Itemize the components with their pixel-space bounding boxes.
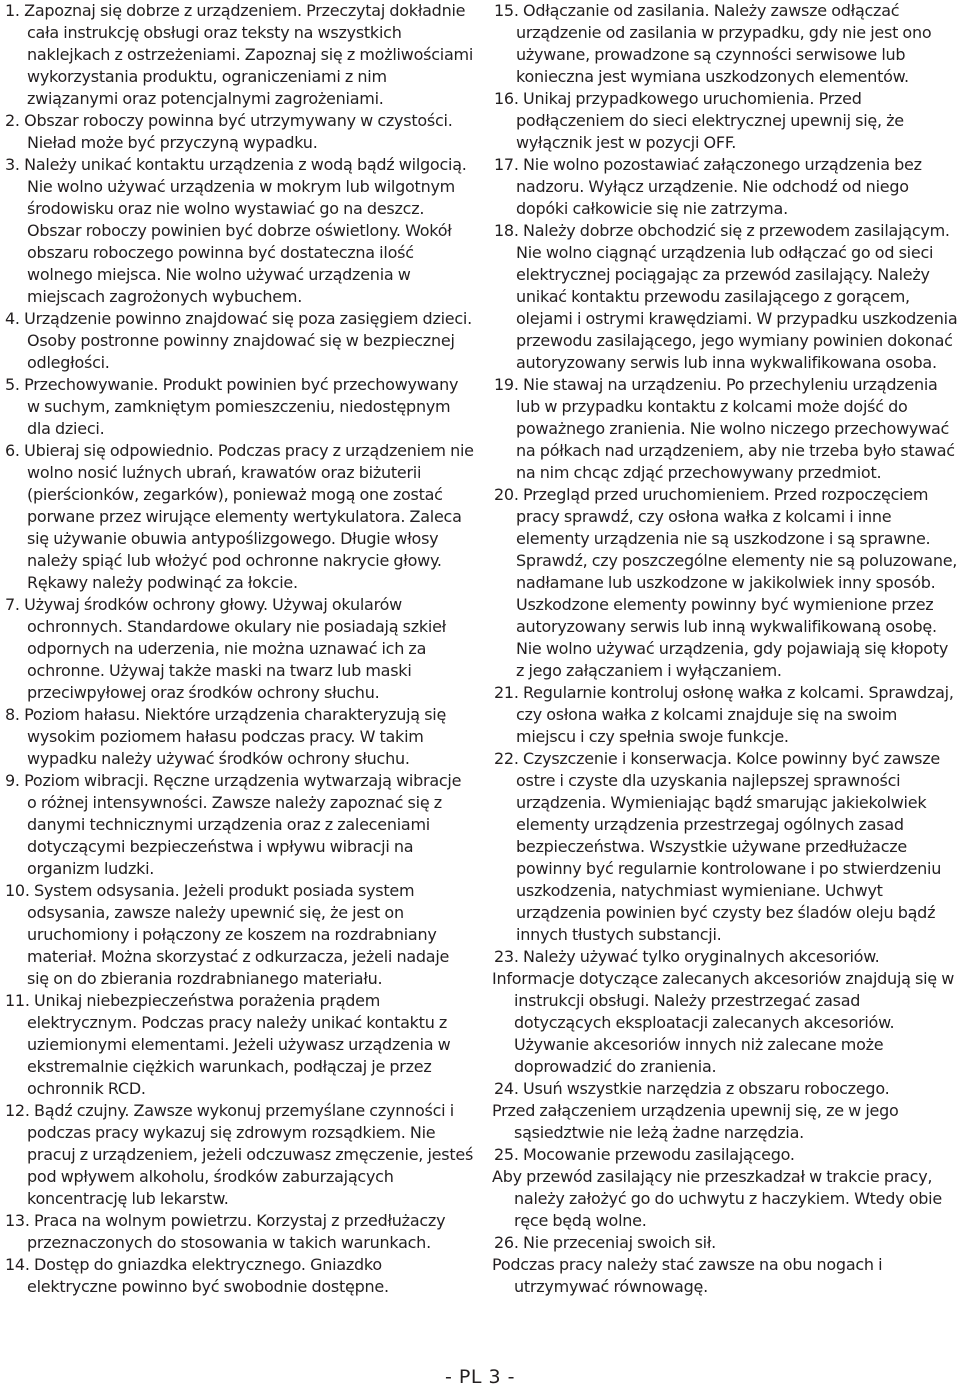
item-19: 19. Nie stawaj na urządzeniu. Po przechyleniu urządzenia lub w przypadku kontaktu z kolcami może dojść do poważnego zranienia. Nie wolno niczego przechowywać na półkach nad urządzeniem, aby nie trzeba było stawać na nim chcąc zdjąć przechowywany przedmiot. — [494, 375, 955, 482]
item-22: 22. Czyszczenie i konserwacja. Kolce powinny być zawsze ostre i czyste dla uzyskania najlepszej sprawności urządzenia. Wymieniając bądź smarując jakiekolwiek elementy urządzenia przestrzegaj ogólnych zasad bezpieczeństwa. Wszystkie używane przedłużacze powinny być regularnie kontrolowane i po stwierdzeniu uszkodzenia, natychmiast wymieniane. Uchwyt urządzenia powinien być czysty bez śladów oleju bądź innych tłustych substancji. — [494, 749, 942, 944]
item-21: 21. Regularnie kontroluj osłonę wałka z kolcami. Sprawdzaj, czy osłona wałka z kolcami znajduje się na swoim miejscu i czy spełnia swoje funkcje. — [494, 683, 954, 746]
item-24-text: Przed załączeniem urządzenia upewnij się, ze w jego sąsiedztwie nie leżą żadne narzędzia. — [492, 1101, 899, 1142]
item-14: 14. Dostęp do gniazdka elektrycznego. Gniazdko elektryczne powinno być swobodnie dostępne. — [5, 1255, 389, 1296]
item-12: 12. Bądź czujny. Zawsze wykonuj przemyślane czynności i podczas pracy wykazuj się zdrowym rozsądkiem. Nie pracuj z urządzeniem, jeżeli odczuwasz zmęczenie, jesteś pod wpływem alkoholu, środków zaburzających koncentrację lub lekarstw. — [5, 1101, 474, 1208]
page-number: - PL 3 - — [445, 1366, 515, 1388]
item-11: 11. Unikaj niebezpieczeństwa porażenia prądem elektrycznym. Podczas pracy należy unikać kontaktu z uziemionymi elementami. Jeżeli używasz urządzenia w ekstremalnie ciężkich warunkach, podłączaj je przez ochronnik RCD. — [5, 991, 451, 1098]
item-4: 4. Urządzenie powinno znajdować się poza zasięgiem dzieci. Osoby postronne powinny znajdować się w bezpiecznej odległości. — [5, 309, 472, 372]
item-20: 20. Przegląd przed uruchomieniem. Przed rozpoczęciem pracy sprawdź, czy osłona wałka z kolcami i inne elementy urządzenia nie są uszkodzone i są sprawne. Sprawdź, czy poszczególne elementy nie są poluzowane, nadłamane lub uszkodzone w jakikolwiek inny sposób. Uszkodzone elementy powinny być wymienione przez autoryzowany serwis lub inną wykwalifikowaną osobę. Nie wolno używać urządzenia, gdy pojawiają się kłopoty z jego załączaniem i wyłączaniem. — [494, 485, 958, 680]
item-25: 25. Mocowanie przewodu zasilającego. — [494, 1145, 795, 1164]
item-3: 3. Należy unikać kontaktu urządzenia z wodą bądź wilgocią. Nie wolno używać urządzenia w mokrym lub wilgotnym środowisku oraz nie wolno wystawiać go na deszcz. Obszar roboczy powinien być dobrze oświetlony. Wokół obszaru roboczego powinna być dostateczna ilość wolnego miejsca. Nie wolno używać urządzenia w miejscach zagrożonych wybuchem. — [5, 155, 467, 306]
left-column — [3, 0, 475, 1298]
item-16: 16. Unikaj przypadkowego uruchomienia. Przed podłączeniem do sieci elektrycznej upewnij się, że wyłącznik jest w pozycji OFF. — [494, 89, 904, 152]
item-2: 2. Obszar roboczy powinna być utrzymywany w czystości. Nieład może być przyczyną wypadku. — [5, 111, 453, 152]
item-6: 6. Ubieraj się odpowiednio. Podczas pracy z urządzeniem nie wolno nosić luźnych ubrań, krawatów oraz biżuterii (pierścionków, zegarków), ponieważ mogą one zostać porwane przez wirujące elementy wertykulatora. Zaleca się używanie obuwia antypoślizgowego. Długie włosy należy spiąć lub włożyć pod ochronne nakrycie głowy. Rękawy należy podwinąć za łokcie. — [5, 441, 474, 592]
item-17: 17. Nie wolno pozostawiać załączonego urządzenia bez nadzoru. Wyłącz urządzenie. Nie odchodź od niego dopóki całkowicie się nie zatrzyma. — [494, 155, 922, 218]
item-13: 13. Praca na wolnym powietrzu. Korzystaj z przedłużaczy przeznaczonych do stosowania w takich warunkach. — [5, 1211, 446, 1252]
item-9: 9. Poziom wibracji. Ręczne urządzenia wytwarzają wibracje o różnej intensywności. Zawsze należy zapoznać się z danymi technicznymi urządzenia oraz z zaleceniami dotyczącymi bezpieczeństwa i wpływu wibracji na organizm ludzki. — [5, 771, 462, 878]
item-5: 5. Przechowywanie. Produkt powinien być przechowywany w suchym, zamkniętym pomieszczeniu, niedostępnym dla dzieci. — [5, 375, 459, 438]
item-8: 8. Poziom hałasu. Niektóre urządzenia charakteryzują się wysokim poziomem hałasu podczas pracy. W takim wypadku należy używać środków ochrony słuchu. — [5, 705, 447, 768]
item-23-text: Informacje dotyczące zalecanych akcesoriów znajdują się w instrukcji obsługi. Należy przestrzegać zasad dotyczących eksploatacji zalecanych akcesoriów. Używanie akcesoriów innych niż zalecane może doprowadzić do zranienia. — [492, 969, 955, 1076]
right-column — [492, 0, 958, 1298]
item-10: 10. System odsysania. Jeżeli produkt posiada system odsysania, zawsze należy upewnić się, że jest on uruchomiony i połączony ze koszem na rozdrabniany materiał. Można skorzystać z odkurzacza, jeżeli nadaje się on do zbierania rozdrabnianego materiału. — [5, 881, 450, 988]
item-23: 23. Należy używać tylko oryginalnych akcesoriów. — [494, 947, 880, 966]
item-18: 18. Należy dobrze obchodzić się z przewodem zasilającym. Nie wolno ciągnąć urządzenia lub odłączać go od sieci elektrycznej pociągając za przewód zasilający. Należy unikać kontaktu przewodu zasilającego z gorącem, olejami i ostrymi krawędziami. W przypadku uszkodzenia przewodu zasilającego, jego wymiany powinien dokonać autoryzowany serwis lub inna wykwalifikowana osoba. — [494, 221, 958, 372]
item-15: 15. Odłączanie od zasilania. Należy zawsze odłączać urządzenie od zasilania w przypadku, gdy nie jest ono używane, prowadzone są czynności serwisowe lub konieczna jest wymiana uszkodzonych elementów. — [494, 1, 932, 86]
item-7: 7. Używaj środków ochrony głowy. Używaj okularów ochronnych. Standardowe okulary nie posiadają szkieł odpornych na uderzenia, nie można uznawać ich za ochronne. Używaj także maski na twarz lub maski przeciwpyłowej oraz środków ochrony słuchu. — [5, 595, 446, 702]
item-26: 26. Nie przeceniaj swoich sił. — [494, 1233, 717, 1252]
item-25-text: Aby przewód zasilający nie przeszkadzał w trakcie pracy, należy założyć go do uchwytu z haczykiem. Wtedy obie ręce będą wolne. — [492, 1167, 942, 1230]
item-1: 1. Zapoznaj się dobrze z urządzeniem. Przeczytaj dokładnie cała instrukcję obsługi oraz teksty na wszystkich naklejkach z ostrzeżeniami. Zapoznaj się z możliwościami wykorzystania produktu, ograniczeniami z nim związanymi oraz potencjalnymi zagrożeniami. — [5, 1, 474, 108]
item-24: 24. Usuń wszystkie narzędzia z obszaru roboczego. — [494, 1079, 890, 1098]
item-26-text: Podczas pracy należy stać zawsze na obu nogach i utrzymywać równowagę. — [492, 1255, 883, 1296]
